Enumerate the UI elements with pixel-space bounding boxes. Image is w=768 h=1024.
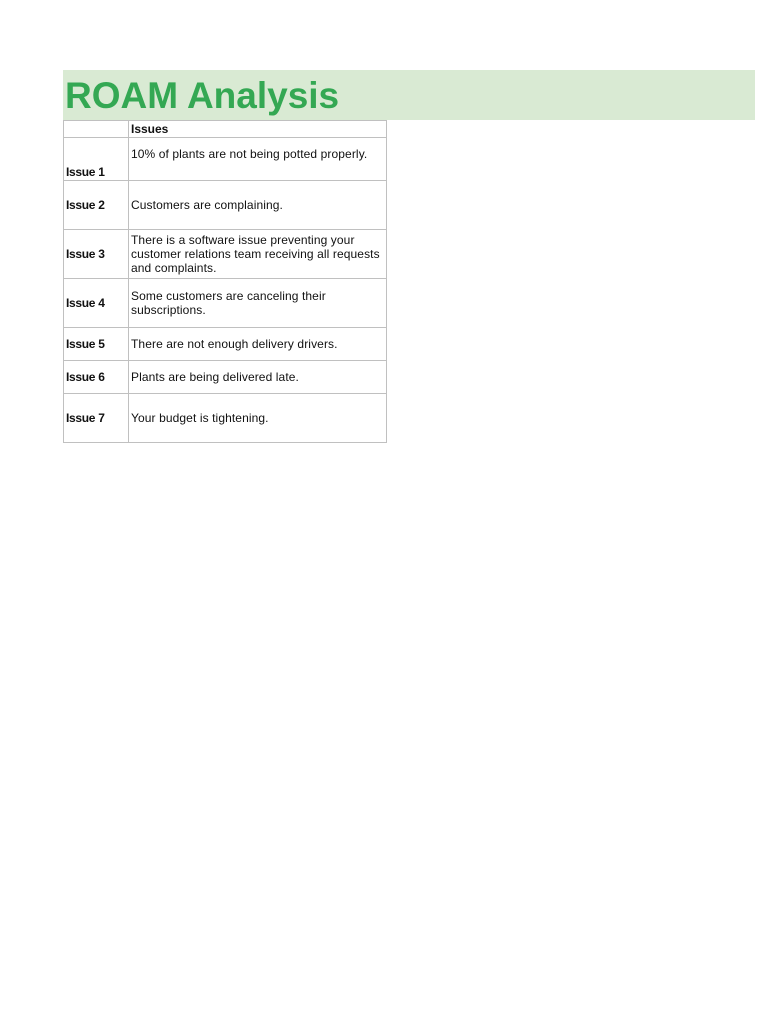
issue-label: Issue 4 <box>64 279 129 328</box>
issue-label: Issue 5 <box>64 328 129 361</box>
issue-description: There are not enough delivery drivers. <box>129 328 387 361</box>
issue-description: Plants are being delivered late. <box>129 361 387 394</box>
table-row <box>64 328 387 361</box>
issue-description: Customers are complaining. <box>129 181 387 230</box>
table-row <box>64 279 387 328</box>
page-title: ROAM Analysis <box>65 75 340 116</box>
issue-label: Issue 3 <box>64 230 129 279</box>
issue-label: Issue 7 <box>64 394 129 443</box>
issue-label: Issue 6 <box>64 361 129 394</box>
issues-column-header: Issues <box>129 121 387 138</box>
table-row <box>64 181 387 230</box>
title-band <box>63 70 755 120</box>
table-row <box>64 138 387 181</box>
table-header-row <box>64 121 387 138</box>
issue-description: There is a software issue preventing your customer relations team receiving all requests and complaints. <box>129 230 387 279</box>
header-blank-cell <box>64 121 129 138</box>
issues-table <box>63 120 387 443</box>
issue-description: Some customers are canceling their subscriptions. <box>129 279 387 328</box>
table-row <box>64 230 387 279</box>
table-row <box>64 394 387 443</box>
issue-label: Issue 2 <box>64 181 129 230</box>
table-row <box>64 361 387 394</box>
issue-label: Issue 1 <box>64 138 129 181</box>
issue-description: 10% of plants are not being potted properly. <box>129 138 387 181</box>
issue-description: Your budget is tightening. <box>129 394 387 443</box>
